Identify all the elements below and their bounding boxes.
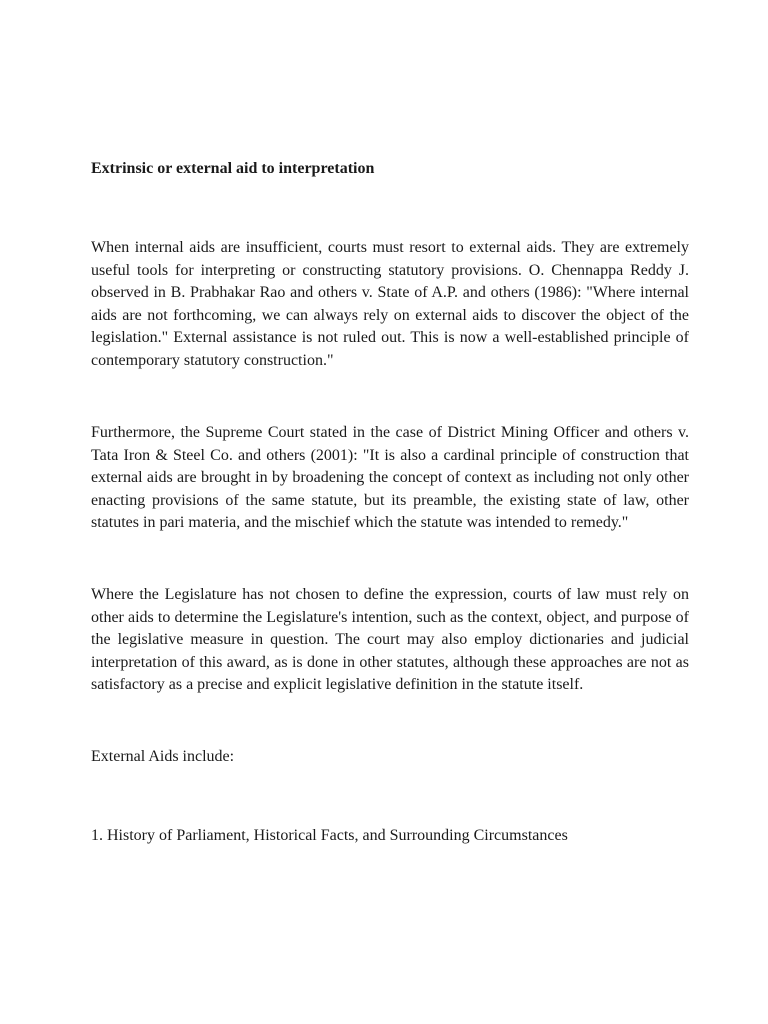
paragraph-legislature: Where the Legislature has not chosen to define the expression, courts of law must rely on other aids to determine the Legislature's intention, such as the context, object, and purpose of the legislative measure in question. The court may also employ dictionaries and judicial interpretation of this award, as is done in other statutes, although these approaches are not as satisfactory as a precise and explicit legislative definition in the statute itself. xyxy=(91,586,689,694)
paragraph-internal-aids: When internal aids are insufficient, courts must resort to external aids. They are extremely useful tools for interpreting or constructing statutory provisions. O. Chennappa Reddy J. observed in B. Prabhakar Rao and others v. State of A.P. and others (1986): "Where internal aids are not forthcoming, we can always rely on external aids to discover the object of the legislation." External assistance is not ruled out. This is now a well-established principle of contemporary statutory construction." xyxy=(91,239,689,369)
paragraph-supreme-court: Furthermore, the Supreme Court stated in the case of District Mining Officer and others v. Tata Iron & Steel Co. and others (2001): "It is also a cardinal principle of construction that external aids are brought in by broadening the concept of context as including not only other enacting provisions of the same statute, but its preamble, the existing state of law, other statutes in pari materia, and the mischief which the statute was intended to remedy." xyxy=(91,424,689,532)
external-aids-intro: External Aids include: xyxy=(91,748,235,765)
section-heading: Extrinsic or external aid to interpretation xyxy=(91,160,375,177)
list-item: 1. History of Parliament, Historical Facts, and Surrounding Circumstances xyxy=(91,827,568,844)
